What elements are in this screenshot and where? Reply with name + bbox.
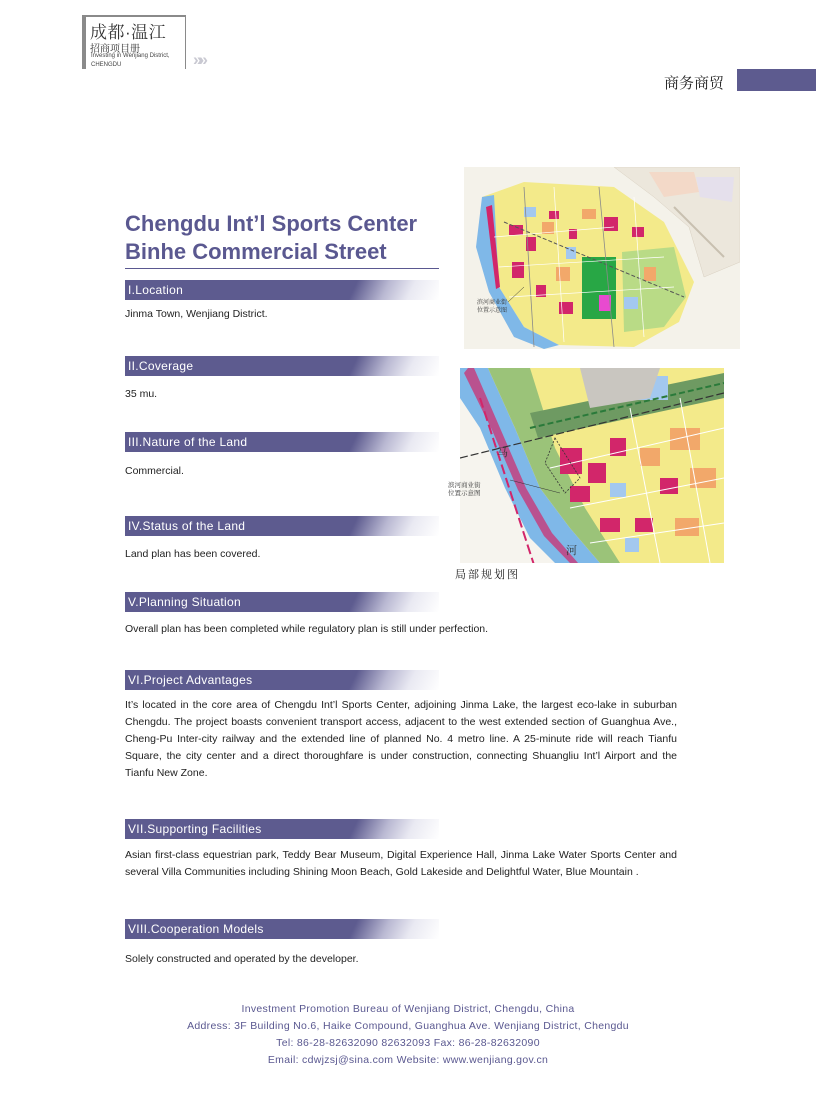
- section-heading: II.Coverage: [128, 359, 194, 373]
- section-header-location: [125, 280, 439, 300]
- section-heading: I.Location: [128, 283, 184, 297]
- map-top-label-line2: 位置示意图: [477, 307, 508, 314]
- section-text-cooperation: Solely constructed and operated by the developer.: [125, 953, 359, 965]
- logo-english-line1: Investing in Wenjiang District,: [91, 53, 170, 59]
- section-heading: VII.Supporting Facilities: [128, 822, 262, 836]
- section-text-location: Jinma Town, Wenjiang District.: [125, 308, 268, 320]
- map-caption: 局部规划图: [455, 568, 520, 581]
- category-bar: [737, 69, 816, 91]
- map-char-ma: 马: [497, 446, 508, 459]
- section-header-nature: [125, 432, 439, 452]
- map-bottom-label-line2: 位置示意图: [448, 490, 481, 497]
- chevron-right-icon: »»: [193, 50, 204, 69]
- section-heading: VI.Project Advantages: [128, 673, 253, 687]
- section-header-cooperation: [125, 919, 439, 939]
- section-header-facilities: [125, 819, 439, 839]
- section-text-nature: Commercial.: [125, 465, 184, 477]
- page-title-line1: Chengdu Int’l Sports Center: [125, 211, 418, 236]
- section-heading: VIII.Cooperation Models: [128, 922, 264, 936]
- section-header-coverage: [125, 356, 439, 376]
- map-bottom-label-line1: 滨河商业街: [448, 482, 481, 489]
- map-char-he: 河: [566, 544, 577, 557]
- page-title-line2: Binhe Commercial Street: [125, 239, 387, 264]
- location-map-detail: [460, 368, 724, 563]
- footer-organization: Investment Promotion Bureau of Wenjiang District, Chengdu, China: [241, 1003, 575, 1015]
- footer-address: Address: 3F Building No.6, Haike Compound, Guanghua Ave. Wenjiang District, Chengdu: [187, 1020, 629, 1032]
- page-title: [125, 210, 417, 266]
- title-divider: [125, 268, 439, 269]
- category-label: 商务商贸: [664, 75, 725, 92]
- logo-title: 成都·温江: [90, 23, 167, 42]
- section-header-planning: [125, 592, 439, 612]
- location-map-overview: [464, 167, 740, 349]
- map-top-label-line1: 滨河商业街: [477, 299, 508, 306]
- footer-contact-phone: Tel: 86-28-82632090 82632093 Fax: 86-28-82632090: [276, 1037, 540, 1049]
- section-heading: III.Nature of the Land: [128, 435, 248, 449]
- logo-english-line2: CHENGDU: [91, 62, 122, 68]
- map-bottom-label: [448, 482, 481, 498]
- section-text-coverage: 35 mu.: [125, 388, 158, 400]
- section-text-planning: Overall plan has been completed while regulatory plan is still under perfection.: [125, 623, 489, 635]
- section-heading: V.Planning Situation: [128, 595, 241, 609]
- section-header-status: [125, 516, 439, 536]
- footer-contact-web: Email: cdwjzsj@sina.com Website: www.wenjiang.gov.cn: [267, 1054, 549, 1066]
- section-text-facilities: Asian first-class equestrian park, Teddy Bear Museum, Digital Experience Hall, Jinma Lake Water Sports Center and several Villa Communities including Shining Moon Beach, Gold Lakeside and Delightful Water, Blue Mountain .: [125, 849, 677, 878]
- section-text-status: Land plan has been covered.: [125, 548, 261, 560]
- section-text-advantages: It’s located in the core area of Chengdu Int’l Sports Center, adjoining Jinma Lake, the largest eco-lake in suburban Chengdu. The project boasts convenient transport access, adjacent to the west extended section of Guanghua Ave., Cheng-Pu Inter-city railway and the extended line of planned No. 4 metro line. A 25-minute ride will reach Tianfu Square, the city center and a direct thoroughfare is under construction, connecting Shuangliu Int’l Airport and the Tianfu New Zone.: [125, 699, 677, 779]
- section-header-advantages: [125, 670, 439, 690]
- section-heading: IV.Status of the Land: [128, 519, 246, 533]
- logo-subtitle: 招商项目册: [90, 44, 140, 55]
